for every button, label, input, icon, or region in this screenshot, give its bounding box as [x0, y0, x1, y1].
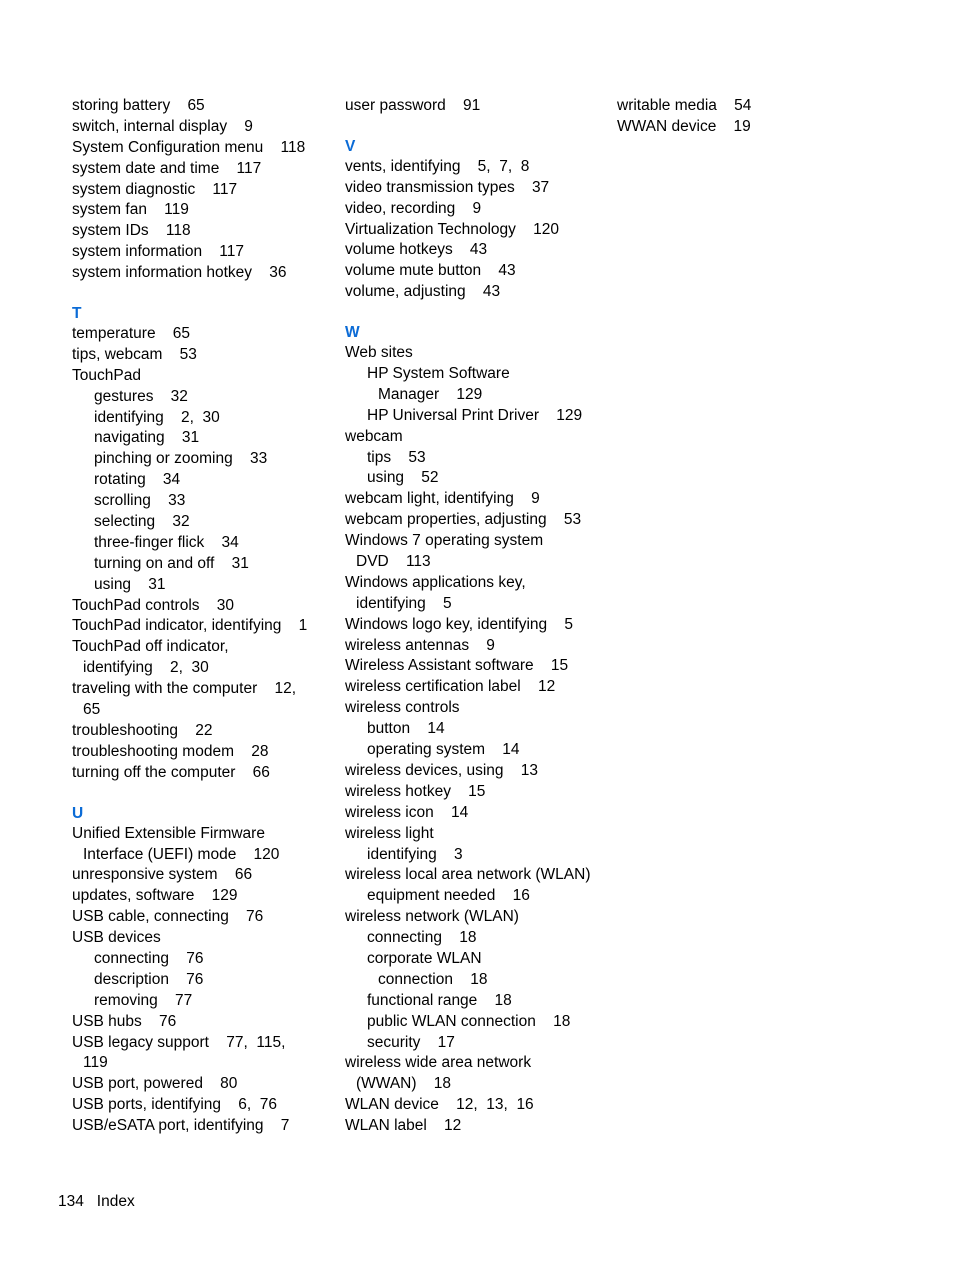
- index-entry: TouchPad indicator, identifying 1: [72, 617, 308, 635]
- index-letter-heading: W: [345, 324, 360, 342]
- index-entry: USB cable, connecting 76: [72, 908, 264, 926]
- index-subentry: operating system 14: [367, 741, 520, 759]
- index-subentry: gestures 32: [94, 387, 188, 405]
- index-entry: volume, adjusting 43: [345, 283, 501, 301]
- index-subentry: identifying 3: [367, 845, 463, 863]
- index-subentry: using 52: [367, 469, 439, 487]
- index-entry: storing battery 65: [72, 97, 205, 114]
- index-entry: wireless light: [345, 824, 434, 842]
- index-entry: Wireless Assistant software 15: [345, 657, 569, 675]
- index-entry: volume hotkeys 43: [345, 241, 488, 259]
- index-column-1: [72, 96, 334, 1137]
- index-entry: turning off the computer 66: [72, 763, 270, 781]
- index-column-2: [345, 96, 607, 1137]
- index-entry: identifying 5: [356, 594, 452, 612]
- index-subentry: equipment needed 16: [367, 887, 530, 905]
- index-subentry: Manager 129: [378, 385, 483, 403]
- index-entry: 119: [83, 1054, 108, 1072]
- index-entry: Windows logo key, identifying 5: [345, 615, 574, 633]
- index-entry: wireless devices, using 13: [345, 761, 538, 779]
- index-entry: WWAN device 19: [617, 117, 751, 135]
- index-entry: wireless local area network (WLAN): [345, 866, 591, 884]
- index-subentry: button 14: [367, 720, 445, 738]
- index-subentry: functional range 18: [367, 991, 512, 1009]
- index-entry: system diagnostic 117: [72, 180, 238, 198]
- index-entry: WLAN device 12, 13, 16: [345, 1096, 534, 1114]
- section-spacer: [345, 117, 607, 137]
- index-letter-heading: T: [72, 305, 82, 323]
- index-entry: troubleshooting modem 28: [72, 742, 269, 760]
- index-entry: vents, identifying 5, 7, 8: [345, 157, 530, 175]
- index-subentry: navigating 31: [94, 429, 200, 447]
- index-entry: switch, internal display 9: [72, 117, 253, 135]
- index-subentry: HP Universal Print Driver 129: [367, 406, 583, 424]
- index-subentry: turning on and off 31: [94, 554, 249, 572]
- index-entry: wireless controls: [345, 699, 460, 717]
- index-entry: TouchPad controls 30: [72, 596, 234, 614]
- section-spacer: [345, 303, 607, 323]
- index-subentry: three-finger flick 34: [94, 533, 239, 551]
- index-entry: USB legacy support 77, 115,: [72, 1033, 286, 1051]
- index-subentry: connecting 18: [367, 929, 477, 947]
- index-entry: system IDs 118: [72, 222, 191, 240]
- index-entry: Virtualization Technology 120: [345, 220, 559, 238]
- index-subentry: connection 18: [378, 970, 488, 988]
- index-entry: USB hubs 76: [72, 1012, 177, 1030]
- index-subentry: rotating 34: [94, 471, 181, 489]
- index-entry: system date and time 117: [72, 159, 262, 177]
- index-entry: unresponsive system 66: [72, 866, 253, 884]
- index-entry: wireless wide area network: [345, 1054, 532, 1072]
- index-entry: USB/eSATA port, identifying 7: [72, 1117, 290, 1135]
- section-spacer: [72, 784, 334, 804]
- index-subentry: description 76: [94, 970, 204, 988]
- index-entry: wireless icon 14: [345, 803, 469, 821]
- index-entry: system information 117: [72, 243, 245, 261]
- index-entry: System Configuration menu 118: [72, 138, 306, 156]
- index-subentry: identifying 2, 30: [94, 408, 220, 426]
- index-entry: USB port, powered 80: [72, 1075, 238, 1093]
- index-entry: volume mute button 43: [345, 262, 516, 280]
- index-entry: troubleshooting 22: [72, 721, 213, 739]
- index-subentry: removing 77: [94, 991, 193, 1009]
- index-entry: identifying 2, 30: [83, 659, 209, 677]
- index-entry: Unified Extensible Firmware: [72, 824, 265, 842]
- index-subentry: connecting 76: [94, 949, 204, 967]
- index-entry: webcam properties, adjusting 53: [345, 511, 582, 529]
- index-subentry: public WLAN connection 18: [367, 1012, 571, 1030]
- index-entry: tips, webcam 53: [72, 345, 197, 363]
- index-entry: DVD 113: [356, 553, 431, 571]
- index-entry: TouchPad off indicator,: [72, 638, 229, 656]
- index-subentry: tips 53: [367, 448, 426, 466]
- index-entry: updates, software 129: [72, 887, 238, 905]
- index-subentry: pinching or zooming 33: [94, 450, 268, 468]
- index-entry: wireless antennas 9: [345, 636, 495, 654]
- index-entry: system information hotkey 36: [72, 264, 287, 282]
- index-entry: writable media 54: [617, 97, 752, 114]
- index-entry: webcam light, identifying 9: [345, 490, 540, 508]
- index-entry: traveling with the computer 12,: [72, 680, 297, 698]
- index-entry: USB ports, identifying 6, 76: [72, 1096, 278, 1114]
- index-entry: WLAN label 12: [345, 1117, 462, 1135]
- section-spacer: [72, 284, 334, 304]
- index-entry: webcam: [345, 427, 403, 445]
- page-number: 134: [58, 1193, 84, 1210]
- index-subentry: corporate WLAN: [367, 949, 482, 967]
- index-subentry: security 17: [367, 1033, 455, 1051]
- index-entry: 65: [83, 701, 101, 719]
- index-entry: system fan 119: [72, 201, 189, 219]
- index-entry: TouchPad: [72, 366, 141, 384]
- index-entry: user password 91: [345, 97, 481, 114]
- index-subentry: scrolling 33: [94, 492, 186, 510]
- index-entry: Web sites: [345, 344, 413, 362]
- index-letter-heading: U: [72, 804, 84, 822]
- index-entry: Windows 7 operating system: [345, 532, 544, 550]
- page-footer: [58, 1192, 135, 1212]
- index-subentry: HP System Software: [367, 365, 510, 383]
- index-entry: wireless network (WLAN): [345, 908, 519, 926]
- index-entry: (WWAN) 18: [356, 1075, 452, 1093]
- index-entry: video transmission types 37: [345, 178, 550, 196]
- index-entry: Windows applications key,: [345, 573, 526, 591]
- index-letter-heading: V: [345, 137, 356, 155]
- index-entry: USB devices: [72, 929, 161, 947]
- index-subentry: using 31: [94, 575, 166, 593]
- index-subentry: selecting 32: [94, 513, 190, 531]
- index-entry: wireless hotkey 15: [345, 782, 486, 800]
- index-entry: Interface (UEFI) mode 120: [83, 845, 280, 863]
- footer-section-title: Index: [96, 1193, 135, 1210]
- index-column-3: [617, 96, 879, 138]
- index-entry: temperature 65: [72, 325, 191, 343]
- index-entry: video, recording 9: [345, 199, 482, 217]
- index-entry: wireless certification label 12: [345, 678, 556, 696]
